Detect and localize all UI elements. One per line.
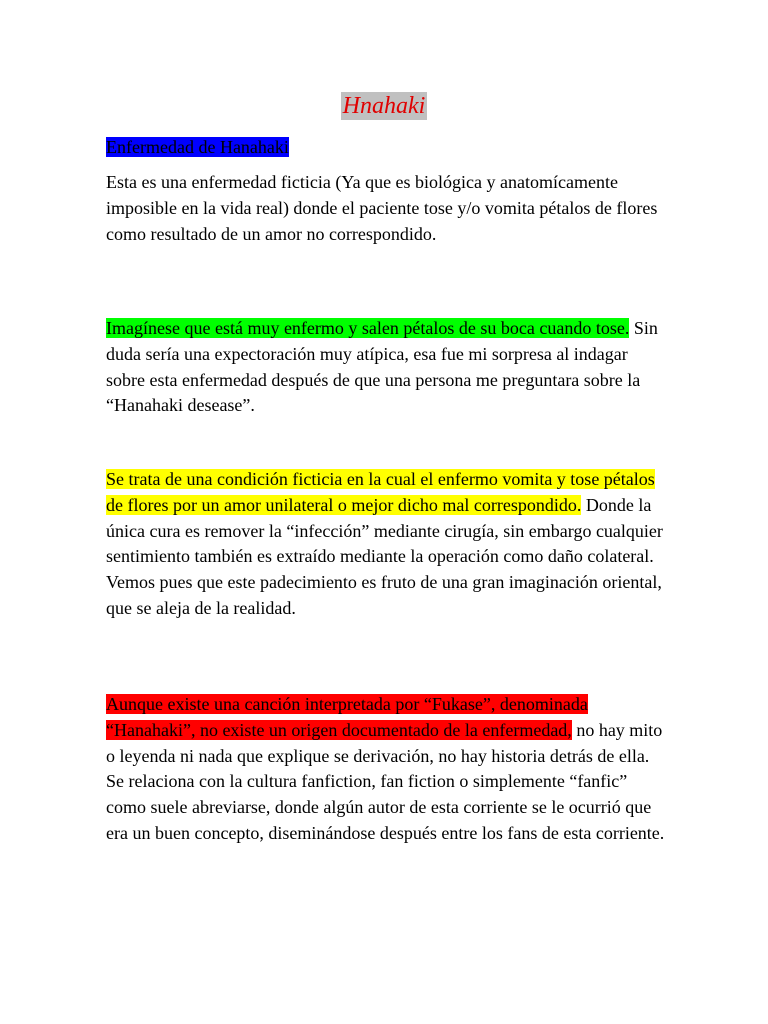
title-container — [0, 92, 768, 120]
paragraph-2 — [106, 316, 666, 419]
paragraph-4-text: no hay mito o leyenda ni nada que explique se derivación, no hay historia detrás de ella. Se relaciona con la cultura fanfiction, fan fiction o simplemente “fanfic” como suele abreviarse, donde algún autor de esta corriente se le ocurrió que era un buen concepto, diseminándose después entre los fans de esta corriente. — [106, 719, 665, 843]
paragraph-4 — [106, 692, 666, 847]
paragraph-1 — [106, 170, 666, 247]
paragraph-3 — [106, 467, 666, 622]
paragraph-1-text: Esta es una enfermedad ficticia (Ya que es biológica y anatomícamente imposible en la vida real) donde el paciente tose y/o vomita pétalos de flores como resultado de un amor no correspondido. — [106, 172, 658, 244]
document-title: Hnahaki — [342, 93, 426, 119]
paragraph-2-text: Sin duda sería una expectoración muy atípica, esa fue mi sorpresa al indagar sobre esta enfermedad después de que una persona me preguntara sobre la “Hanahaki desease”. — [106, 318, 658, 416]
paragraph-4-highlight: Aunque existe una canción interpretada por “Fukase”, denominada “Hanahaki”, no existe un origen documentado de la enfermedad, — [106, 694, 588, 740]
paragraph-2-highlight: Imagínese que está muy enfermo y salen pétalos de su boca cuando tose. — [106, 318, 630, 338]
paragraph-3-text: Donde la única cura es remover la “infección” mediante cirugía, sin embargo cualquier sentimiento también es extraído mediante la operación como daño colateral. Vemos pues que este padecimiento es fruto de una gran imaginación oriental, que se aleja de la realidad. — [106, 494, 663, 618]
paragraph-3-highlight: Se trata de una condición ficticia en la cual el enfermo vomita y tose pétalos de flores por un amor unilateral o mejor dicho mal correspondido. — [106, 469, 655, 515]
subtitle-container — [106, 136, 289, 158]
document-subtitle: Enfermedad de Hanahaki — [106, 137, 289, 157]
